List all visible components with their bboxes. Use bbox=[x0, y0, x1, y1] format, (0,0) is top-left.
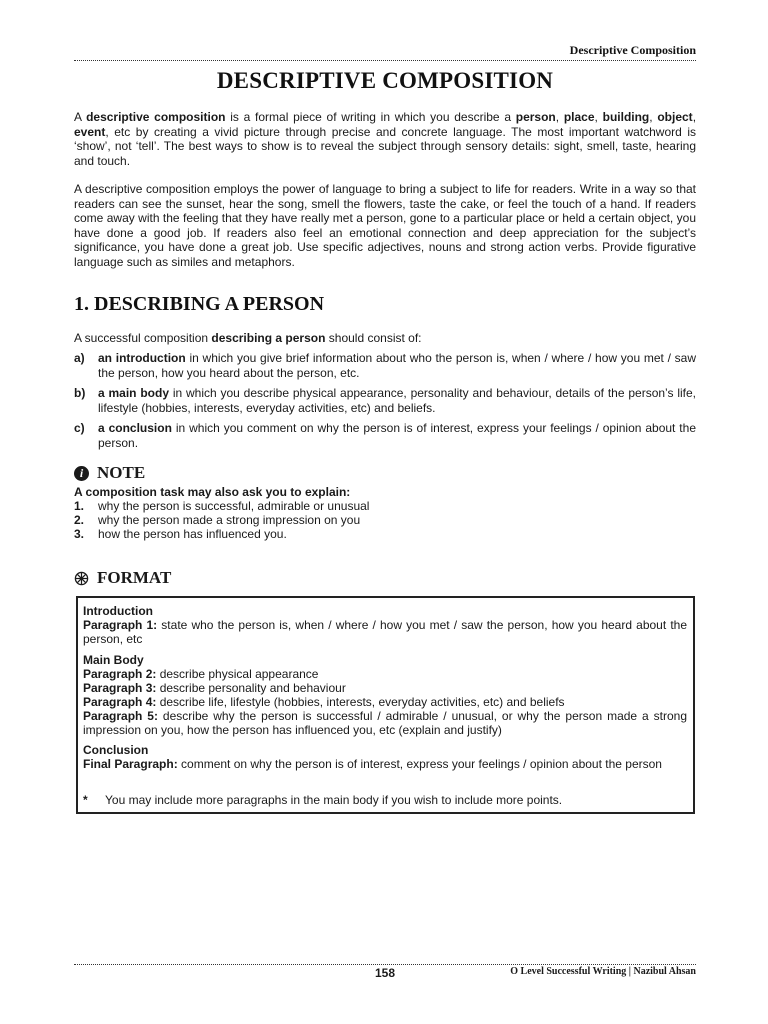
format-paragraph-1: Paragraph 1: state who the person is, when / where / how you met / saw the person, how you heard about the person, etc bbox=[83, 618, 688, 647]
section-heading: 1. DESCRIBING A PERSON bbox=[74, 293, 325, 315]
format-paragraph-3: Paragraph 3: describe personality and behaviour bbox=[83, 681, 346, 695]
note-subheading: A composition task may also ask you to explain: bbox=[74, 485, 351, 499]
section-lead: A successful composition describing a person should consist of: bbox=[74, 331, 422, 345]
page-number: 158 bbox=[374, 966, 396, 980]
list-item: a) an introduction in which you give brief information about who the person is, when / where / how you met / saw the person, how you heard about the person, etc. bbox=[74, 351, 697, 380]
format-final-paragraph: Final Paragraph: comment on why the person is of interest, express your feelings / opinion about the person bbox=[83, 757, 662, 771]
format-heading: FORMAT bbox=[74, 568, 171, 588]
intro-paragraph-2: A descriptive composition employs the power of language to bring a subject to life for readers. Write in a way so that readers can see the sunset, hear the song, smell the flowers, taste the cake, or feel the touch of a hand. If readers come away with the feeling that they have really met a person, gone to a particular place or held a certain object, you have done a good job. If readers also feel an emotional connection and deep appreciation for the subject’s significance, you have done a great job. Use specific adjectives, nouns and strong action verbs. Provide figurative language such as similes and metaphors. bbox=[74, 182, 696, 269]
info-icon: i bbox=[74, 466, 89, 481]
footer-credit: O Level Successful Writing | Nazibul Ahsan bbox=[510, 966, 696, 977]
format-main-body-label: Main Body bbox=[83, 653, 144, 667]
list-item: 1. why the person is successful, admirable or unusual bbox=[74, 499, 370, 513]
note-heading: i NOTE bbox=[74, 463, 145, 483]
format-introduction-label: Introduction bbox=[83, 604, 153, 618]
format-conclusion-label: Conclusion bbox=[83, 743, 149, 757]
flower-icon bbox=[74, 571, 89, 586]
list-item: 2. why the person made a strong impression on you bbox=[74, 513, 361, 527]
intro-paragraph-1: A descriptive composition is a formal piece of writing in which you describe a person, place, building, object, event, etc by creating a vivid picture through precise and concrete language. The most important watchword is ‘show’, not ‘tell’. The best ways to show is to reveal the subject through sensory details: sight, smell, taste, hearing and touch. bbox=[74, 110, 697, 168]
list-item: b) a main body in which you describe physical appearance, personality and behaviour, details of the person’s life, lifestyle (hobbies, interests, everyday activities, etc) and beliefs. bbox=[74, 386, 696, 415]
list-item: 3. how the person has influenced you. bbox=[74, 527, 287, 541]
format-paragraph-2: Paragraph 2: describe physical appearance bbox=[83, 667, 319, 681]
format-paragraph-4: Paragraph 4: describe life, lifestyle (hobbies, interests, everyday activities, etc) and beliefs bbox=[83, 695, 565, 709]
format-paragraph-5: Paragraph 5: describe why the person is successful / admirable / unusual, or why the person made a strong impression on you, how the person has influenced you, etc (explain and justify) bbox=[83, 709, 688, 738]
list-item: c) a conclusion in which you comment on why the person is of interest, express your feelings / opinion about the person. bbox=[74, 421, 696, 450]
page-title: DESCRIPTIVE COMPOSITION bbox=[216, 68, 554, 93]
footer-rule bbox=[74, 964, 696, 965]
header-rule bbox=[74, 60, 696, 61]
format-note: * You may include more paragraphs in the main body if you wish to include more points. bbox=[83, 793, 563, 807]
running-head: Descriptive Composition bbox=[569, 43, 696, 57]
